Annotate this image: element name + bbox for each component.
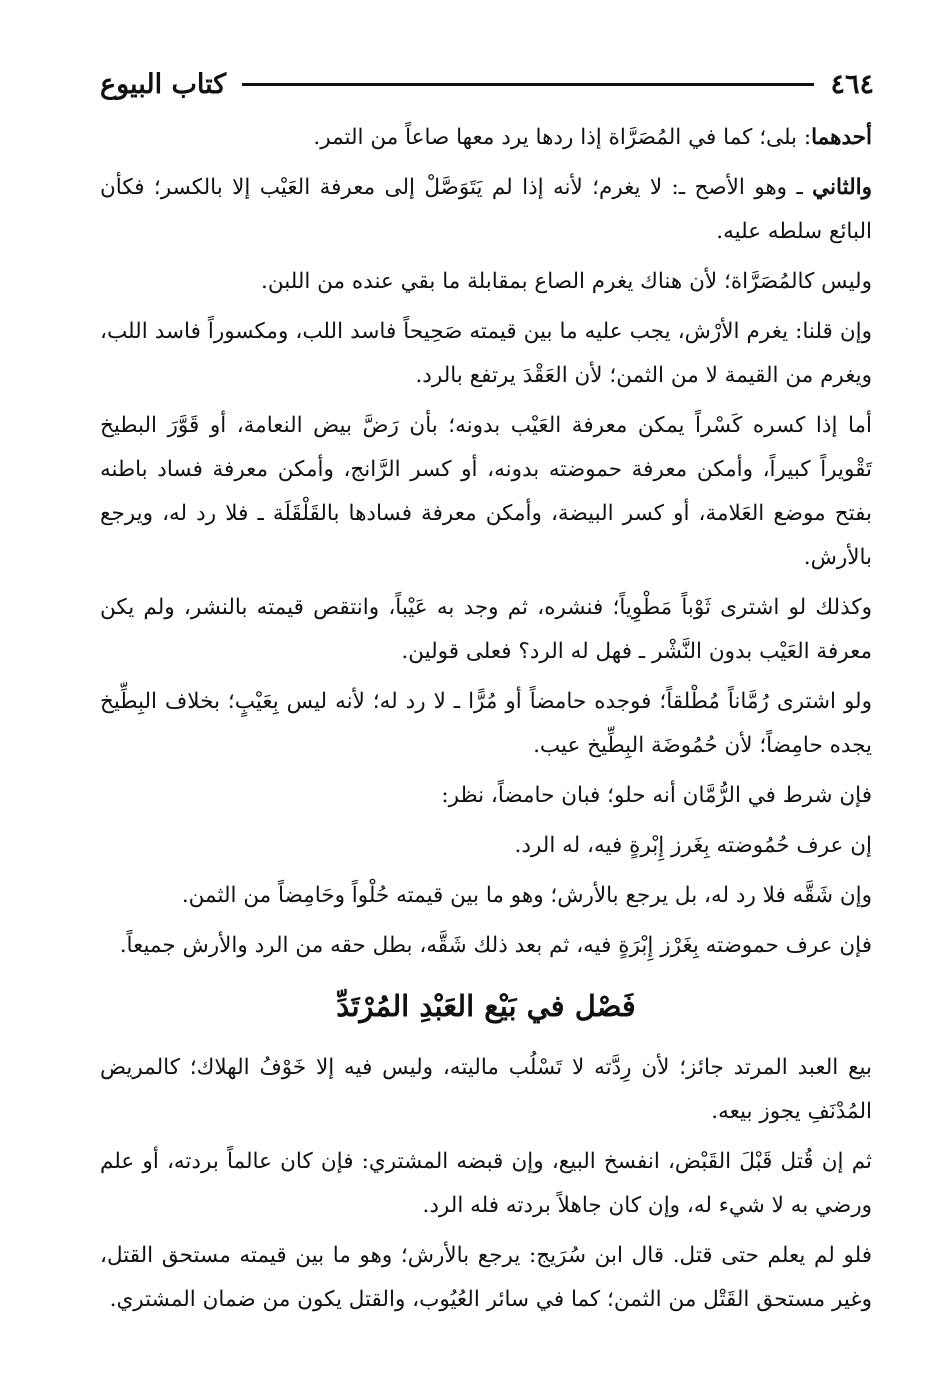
paragraph-text: ثم إن قُتل قَبْلَ القَبْض، انفسخ البيع، وإن قبضه المشتري: فإن كان عالماً بردته، أو علم ورضي به لا شيء له، وإن كان جاهلاً بردته فله الرد. [100, 1149, 872, 1218]
paragraph [100, 680, 872, 768]
section-paragraph [100, 1046, 872, 1134]
paragraph-text: أما إذا كسره كَسْراً يمكن معرفة العَيْب بدونه؛ بأن رَضَّ بيض النعامة، أو قَوَّرَ البطيخ تَقْويراً كبيراً، وأمكن معرفة حموضته بدونه، أو كسر الرَّانج، وأمكن معرفة فساد باطنه بفتح موضع العَلامة، أو كسر البيضة، وأمكن معرفة فسادها بالقَلْقَلَة ـ فلا رد له، ويرجع بالأرش. [100, 413, 872, 570]
section-paragraph [100, 1140, 872, 1228]
paragraph-text: إن عرف حُمُوضته بِغَرز إِبْرةٍ فيه، له الرد. [514, 833, 872, 858]
paragraph [100, 260, 872, 304]
section-heading: فَصْل في بَيْع العَبْدِ المُرْتَدِّ [336, 989, 636, 1023]
paragraph [100, 310, 872, 398]
paragraph [100, 116, 872, 160]
paragraph-text: فإن عرف حموضته بِغَرْز إِبْرَةٍ فيه، ثم بعد ذلك شَقَّه، بطل حقه من الرد والأرش جميعاً. [119, 933, 872, 958]
paragraph [100, 824, 872, 868]
paragraph-text: وكذلك لو اشترى ثَوْباً مَطْوِياً؛ فنشره، ثم وجد به عَيْباً، وانتقص قيمته بالنشر، ولم يكن معرفة العَيْب بدون النَّشْر ـ فهل له الرد؟ فعلى قولين. [100, 595, 872, 664]
page-header [100, 64, 874, 104]
paragraph-text: فلو لم يعلم حتى قتل. قال ابن سُرَيج: يرجع بالأرش؛ وهو ما بين قيمته مستحق القتل، وغير مستحق القَتْل من الثمن؛ كما في سائر العُيُوب، والقتل يكون من ضمان المشتري. [100, 1243, 872, 1312]
paragraph-text: ـ وهو الأصح ـ: لا يغرم؛ لأنه إذا لم يَتَوَصَّلْ إلى معرفة العَيْب إلا بالكسر؛ فكأن البائع سلطه عليه. [100, 175, 872, 244]
paragraph-text: ولو اشترى رُمَّاناً مُطْلقاً؛ فوجده حامضاً أو مُرًّا ـ لا رد له؛ لأنه ليس بِعَيْبٍ؛ بخلاف البِطِّيخ يجده حامِضاً؛ لأن حُمُوضَة البِطِّيخ عيب. [100, 689, 872, 758]
paragraph-text: فإن شرط في الرُّمَّان أنه حلو؛ فبان حامضاً، نظر: [441, 783, 872, 808]
paragraph [100, 404, 872, 580]
header-rule [242, 83, 814, 86]
paragraph-text: وليس كالمُصَرَّاة؛ لأن هناك يغرم الصاع بمقابلة ما بقي عنده من اللبن. [261, 269, 872, 294]
paragraph [100, 774, 872, 818]
paragraph [100, 874, 872, 918]
paragraph-text: : بلى؛ كما في المُصَرَّاة إذا ردها يرد معها صاعاً من التمر. [313, 125, 812, 150]
paragraph-lead: أحدهما [811, 125, 872, 150]
paragraph [100, 166, 872, 254]
paragraph-text: وإن قلنا: يغرم الأرْش، يجب عليه ما بين قيمته صَحِيحاً فاسد اللب، ومكسوراً فاسد اللب، ويغرم من القيمة لا من الثمن؛ لأن العَقْدَ يرتفع بالرد. [100, 319, 872, 388]
book-title: كتاب البيوع [100, 68, 227, 100]
section-paragraph [100, 1234, 872, 1322]
page-number: ٤٦٤ [830, 68, 874, 100]
body-text [100, 116, 872, 1328]
paragraph-text: بيع العبد المرتد جائز؛ لأن رِدَّته لا تَسْلُب ماليته، وليس فيه إلا خَوْفُ الهلاك؛ كالمريض المُدْنَفِ يجوز بيعه. [100, 1055, 872, 1124]
paragraph-text: وإن شَقَّه فلا رد له، بل يرجع بالأرش؛ وهو ما بين قيمته حُلْواً وحَامِضاً من الثمن. [181, 883, 872, 908]
paragraph-lead: والثاني [812, 175, 872, 200]
paragraph [100, 586, 872, 674]
paragraph [100, 924, 872, 968]
